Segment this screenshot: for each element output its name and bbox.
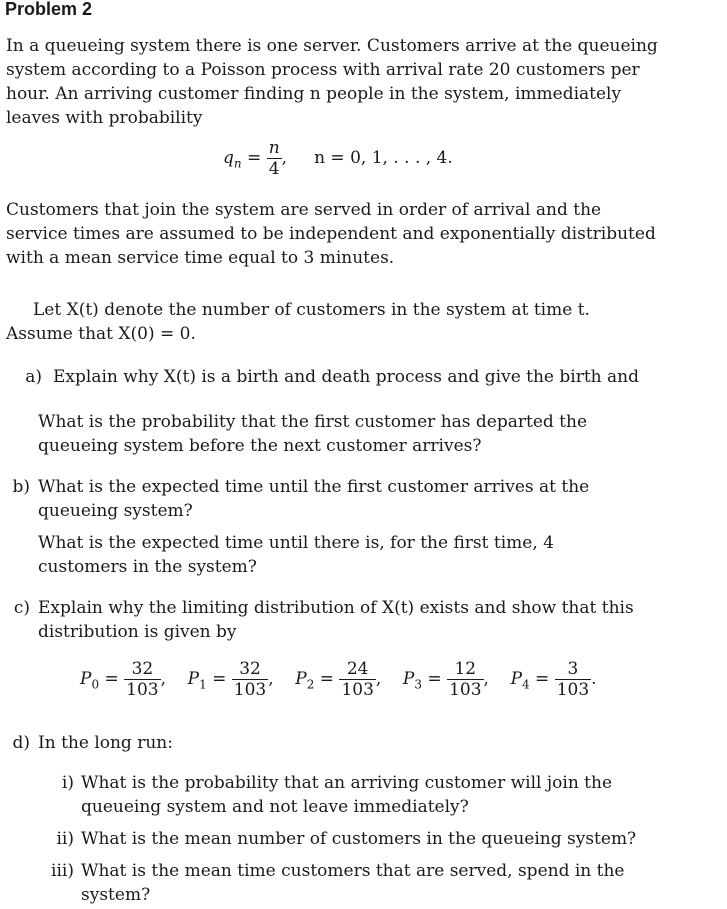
prob-p4: $P_4$ = $\frac{3}{103}$ .	[510, 659, 597, 700]
n-over-4-fraction	[267, 138, 282, 179]
fraction-numerator: n	[268, 138, 280, 158]
part-a-subquestion: What is the probability that the first customer has departed the queueing system before the next customer arrives?	[38, 412, 588, 456]
part-d-item-iii-label: iii)	[51, 861, 74, 881]
part-b-label: b)	[12, 477, 30, 497]
q-subscript: n	[233, 156, 242, 171]
part-d-label: d)	[12, 733, 30, 753]
q-symbol: q	[223, 148, 234, 168]
prob-p2: $P_2$ = $\frac{24}{103}$ ,	[295, 659, 382, 700]
part-a-label: a)	[25, 367, 42, 387]
part-b-text: What is the expected time until the first customer arrives at the queueing system?	[38, 477, 590, 521]
problem-title: Problem 2	[5, 0, 93, 19]
let-paragraph: Let X(t) denote the number of customers in the system at time t. Assume that X(0) = 0.	[6, 300, 590, 344]
formula-qn: $q_n$ = $\frac{n}{4}$ , n = 0, 1, . . . , 4.	[223, 138, 453, 179]
part-d-item-i-label: i)	[61, 773, 74, 793]
limiting-distribution	[80, 659, 597, 700]
part-d-text: In the long run:	[38, 733, 173, 753]
part-d-item-iii-text: What is the mean time customers that are served, spend in the system?	[81, 861, 625, 905]
part-b-subquestion: What is the expected time until there is, for the first time, 4 customers in the system?	[38, 533, 554, 577]
prob-p0: $P_0$ = $\frac{32}{103}$ ,	[80, 659, 167, 700]
part-d-item-ii-text: What is the mean number of customers in the queueing system?	[81, 829, 637, 849]
intro-paragraph: In a queueing system there is one server. Customers arrive at the queueing system according to a Poisson process with arrival rate 20 customers per hour. An arriving customer finding n people in the system, immediately leaves with probability	[6, 36, 658, 128]
prob-p3: $P_3$ = $\frac{12}{103}$ ,	[402, 659, 489, 700]
part-a-text: Explain why X(t) is a birth and death process and give the birth and	[53, 367, 639, 387]
part-c-label: c)	[13, 598, 30, 618]
prob-p1: $P_1$ = $\frac{32}{103}$ ,	[187, 659, 274, 700]
fraction-denominator: 4	[268, 159, 280, 179]
equals-sign: =	[247, 148, 262, 168]
part-d-item-i-text: What is the probability that an arriving customer will join the queueing system and not leave immediately?	[81, 773, 613, 817]
n-range: n = 0, 1, . . . , 4.	[314, 148, 453, 168]
part-c-text: Explain why the limiting distribution of X(t) exists and show that this distribution is given by	[38, 598, 634, 642]
service-paragraph: Customers that join the system are served in order of arrival and the service times are assumed to be independent and exponentially distributed with a mean service time equal to 3 minutes.	[6, 200, 656, 268]
part-d-item-ii-label: ii)	[56, 829, 74, 849]
